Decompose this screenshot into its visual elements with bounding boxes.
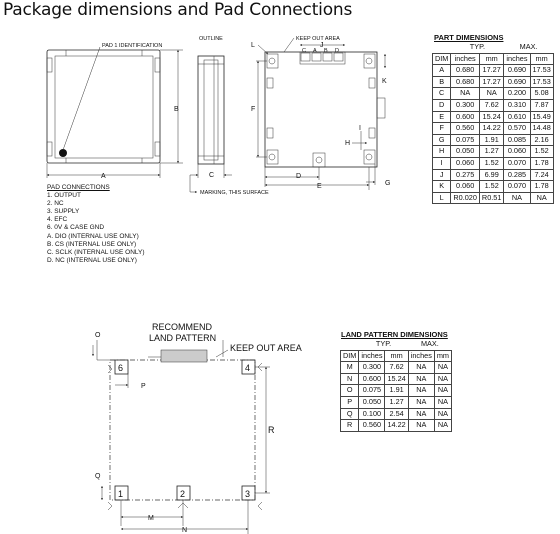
dim-label-b: B xyxy=(174,106,179,113)
land-pad-2 xyxy=(177,486,190,508)
table-cell: 1.78 xyxy=(530,181,553,193)
table-row xyxy=(433,181,554,193)
table-row xyxy=(341,362,452,374)
keepout-pad-a: A xyxy=(313,48,317,54)
table-cell: 0.050 xyxy=(451,146,480,158)
keep-out-area-label-land: KEEP OUT AREA xyxy=(230,343,302,353)
part-dimensions-table xyxy=(432,42,554,204)
table-cell: 0.680 xyxy=(451,65,480,77)
keepout-pad-d: D xyxy=(335,48,339,54)
table-cell: NA xyxy=(408,420,434,432)
table-row xyxy=(433,134,554,146)
marking-label: MARKING, THIS SURFACE xyxy=(200,190,269,196)
table-row xyxy=(433,99,554,111)
table-cell: C xyxy=(433,88,451,100)
max-header: MAX. xyxy=(408,339,451,350)
dim-label-r: R xyxy=(268,425,275,435)
table-cell: 1.52 xyxy=(530,146,553,158)
dim-label-k: K xyxy=(382,78,387,85)
table-cell: 14.22 xyxy=(385,420,408,432)
dim-label-f: F xyxy=(251,106,256,113)
table-cell: NA xyxy=(408,362,434,374)
keepout-pad-c: C xyxy=(302,48,306,54)
table-cell: R0.020 xyxy=(451,192,480,204)
dim-label-h: H xyxy=(345,140,351,147)
table-cell: 0.285 xyxy=(504,169,530,181)
table-cell: 17.27 xyxy=(479,76,503,88)
table-cell: NA xyxy=(408,396,434,408)
table-cell: NA xyxy=(408,408,434,420)
svg-text:1: 1 xyxy=(118,489,124,499)
max-header: MAX. xyxy=(504,42,553,53)
outline-label: OUTLINE xyxy=(199,36,223,42)
dim-label-o: O xyxy=(95,332,101,339)
table-cell: 0.690 xyxy=(504,76,530,88)
pad-connection-item: A. DIO (INTERNAL USE ONLY) xyxy=(47,232,139,240)
table-cell: M xyxy=(341,362,359,374)
table-cell: 1.52 xyxy=(479,157,503,169)
table-cell: 0.680 xyxy=(451,76,480,88)
svg-text:2: 2 xyxy=(180,489,186,499)
table-row xyxy=(433,76,554,88)
table-cell: NA xyxy=(479,88,503,100)
dim-label-j: J xyxy=(320,42,324,49)
typ-header: TYP. xyxy=(451,42,504,53)
table-cell: 2.54 xyxy=(385,408,408,420)
table-cell: R0.51 xyxy=(479,192,503,204)
pad-connections-heading: PAD CONNECTIONS xyxy=(47,184,110,191)
table-cell: 14.22 xyxy=(479,123,503,135)
table-cell: 1.91 xyxy=(385,385,408,397)
land-pattern-dimensions-table xyxy=(340,339,452,432)
table-cell: R xyxy=(341,420,359,432)
table-cell: 15.49 xyxy=(530,111,553,123)
table-cell: A xyxy=(433,65,451,77)
table-cell: B xyxy=(433,76,451,88)
table-cell: 1.52 xyxy=(479,181,503,193)
table-cell: K xyxy=(433,181,451,193)
table-cell: I xyxy=(433,157,451,169)
table-cell: P xyxy=(341,396,359,408)
land-pattern-label: LAND PATTERN xyxy=(149,333,217,343)
table-cell: NA xyxy=(434,362,451,374)
package-bottom-view xyxy=(251,36,390,190)
table-cell: F xyxy=(433,123,451,135)
table-cell: 7.62 xyxy=(385,362,408,374)
table-cell: 14.48 xyxy=(530,123,553,135)
pad-connection-item: 2. NC xyxy=(47,200,64,208)
pad-connection-item: 4. EFC xyxy=(47,216,68,224)
land-pad-6 xyxy=(108,360,128,374)
dim-label-a: A xyxy=(101,173,106,180)
table-cell: 0.570 xyxy=(504,123,530,135)
svg-text:4: 4 xyxy=(245,363,251,373)
land-pattern-dimensions-title: LAND PATTERN DIMENSIONS xyxy=(341,330,448,339)
land-pad-3 xyxy=(242,486,262,510)
table-cell: 0.085 xyxy=(504,134,530,146)
dim-label-g: G xyxy=(385,180,391,187)
part-dimensions-title: PART DIMENSIONS xyxy=(434,33,504,42)
table-row xyxy=(433,65,554,77)
table-cell: NA xyxy=(504,192,530,204)
dim-label-c: C xyxy=(209,172,215,179)
table-cell: 0.050 xyxy=(359,396,385,408)
dim-label-m: M xyxy=(148,515,154,522)
pad-connection-item: 6. 0V & CASE GND xyxy=(47,224,105,232)
table-row xyxy=(433,123,554,135)
table-cell: 0.600 xyxy=(451,111,480,123)
package-top-view xyxy=(47,43,183,180)
table-cell: 0.075 xyxy=(359,385,385,397)
table-cell: 15.24 xyxy=(385,373,408,385)
typ-header: TYP. xyxy=(359,339,408,350)
table-cell: G xyxy=(433,134,451,146)
table-cell: 15.24 xyxy=(479,111,503,123)
table-cell: 7.24 xyxy=(530,169,553,181)
table-cell: 0.610 xyxy=(504,111,530,123)
table-cell: 0.200 xyxy=(504,88,530,100)
table-cell: 1.78 xyxy=(530,157,553,169)
table-cell: 0.600 xyxy=(359,373,385,385)
table-cell: 0.300 xyxy=(359,362,385,374)
pad1-dot-icon xyxy=(59,149,67,157)
keepout-pad-b: B xyxy=(324,48,328,54)
table-row xyxy=(433,169,554,181)
table-row xyxy=(341,396,452,408)
dim-label-n: N xyxy=(182,527,188,534)
table-cell: 0.300 xyxy=(451,99,480,111)
table-row xyxy=(433,192,554,204)
table-cell: NA xyxy=(530,192,553,204)
table-cell: 1.27 xyxy=(479,146,503,158)
table-cell: NA xyxy=(451,88,480,100)
table-cell: NA xyxy=(434,385,451,397)
table-cell: 0.075 xyxy=(451,134,480,146)
table-cell: 17.53 xyxy=(530,65,553,77)
land-pad-1 xyxy=(108,486,128,510)
table-cell: NA xyxy=(434,420,451,432)
table-cell: 0.070 xyxy=(504,181,530,193)
dim-label-i: I xyxy=(359,125,361,132)
pad-connection-item: 1. OUTPUT xyxy=(47,192,81,200)
land-pattern-drawing xyxy=(93,322,302,534)
table-row xyxy=(433,146,554,158)
table-cell: NA xyxy=(408,373,434,385)
table-cell: 0.560 xyxy=(359,420,385,432)
table-cell: 0.060 xyxy=(504,146,530,158)
table-cell: 0.690 xyxy=(504,65,530,77)
table-cell: D xyxy=(433,99,451,111)
keep-out-area-label-top: KEEP OUT AREA xyxy=(296,36,340,42)
table-row xyxy=(341,385,452,397)
pad-connection-item: D. NC (INTERNAL USE ONLY) xyxy=(47,256,137,264)
table-row xyxy=(341,408,452,420)
recommend-label: RECOMMEND xyxy=(152,322,212,332)
table-cell: 17.27 xyxy=(479,65,503,77)
table-cell: 17.53 xyxy=(530,76,553,88)
table-cell: NA xyxy=(434,396,451,408)
table-cell: 0.070 xyxy=(504,157,530,169)
svg-text:3: 3 xyxy=(245,489,251,499)
table-row xyxy=(341,373,452,385)
table-cell: Q xyxy=(341,408,359,420)
table-header-row: DIM inches mm inches mm xyxy=(341,350,452,362)
pad-connection-item: B. CS (INTERNAL USE ONLY) xyxy=(47,240,137,248)
table-row xyxy=(433,111,554,123)
dim-label-d: D xyxy=(296,173,302,180)
table-cell: 0.560 xyxy=(451,123,480,135)
dim-label-q: Q xyxy=(95,473,101,480)
table-cell: NA xyxy=(434,408,451,420)
table-cell: 0.310 xyxy=(504,99,530,111)
page-title: Package dimensions and Pad Connections xyxy=(3,0,353,20)
table-cell: 7.87 xyxy=(530,99,553,111)
table-cell: NA xyxy=(408,385,434,397)
table-cell: J xyxy=(433,169,451,181)
table-row xyxy=(341,420,452,432)
table-cell: 5.08 xyxy=(530,88,553,100)
package-side-view xyxy=(190,36,269,196)
table-cell: 1.27 xyxy=(385,396,408,408)
table-cell: 2.16 xyxy=(530,134,553,146)
pad-connection-item: 3. SUPPLY xyxy=(47,208,80,216)
table-row xyxy=(433,157,554,169)
table-cell: E xyxy=(433,111,451,123)
table-cell: 0.100 xyxy=(359,408,385,420)
table-header-row: DIM inches mm inches mm xyxy=(433,53,554,65)
pad1-identification-label: PAD 1 IDENTIFICATION xyxy=(102,43,163,49)
table-cell: O xyxy=(341,385,359,397)
pad-connection-item: C. SCLK (INTERNAL USE ONLY) xyxy=(47,248,145,256)
table-cell: 0.060 xyxy=(451,157,480,169)
table-cell: 1.91 xyxy=(479,134,503,146)
dim-label-p: P xyxy=(141,383,146,390)
table-cell: 0.060 xyxy=(451,181,480,193)
table-cell: 7.62 xyxy=(479,99,503,111)
table-cell: 0.275 xyxy=(451,169,480,181)
pad-connections-list xyxy=(47,184,145,265)
dim-label-l: L xyxy=(251,42,255,49)
table-cell: L xyxy=(433,192,451,204)
table-row xyxy=(433,88,554,100)
dim-label-e: E xyxy=(317,183,322,190)
svg-text:6: 6 xyxy=(118,363,124,373)
table-cell: N xyxy=(341,373,359,385)
table-cell: 6.99 xyxy=(479,169,503,181)
table-cell: NA xyxy=(434,373,451,385)
table-cell: H xyxy=(433,146,451,158)
